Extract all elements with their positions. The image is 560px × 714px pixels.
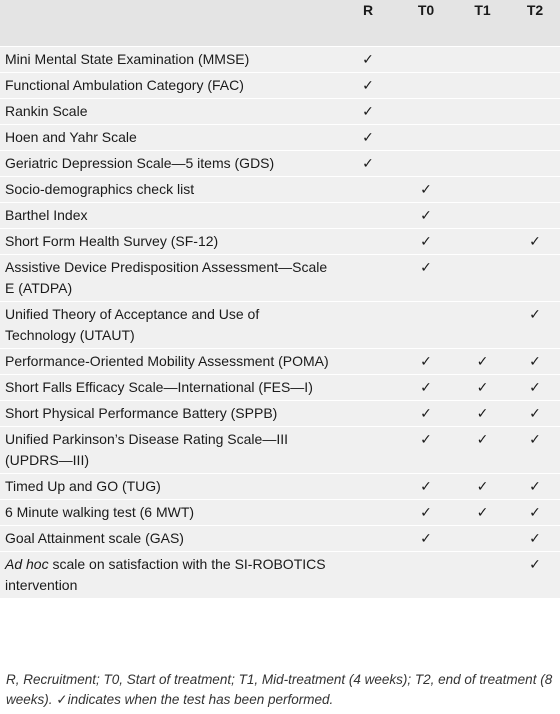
check-cell-r bbox=[339, 203, 397, 229]
table-row bbox=[0, 229, 560, 255]
measure-label: Timed Up and GO (TUG) bbox=[5, 478, 161, 494]
checkmark-icon: ✓ bbox=[529, 405, 541, 421]
check-cell-r bbox=[339, 47, 397, 73]
measure-label: Functional Ambulation Category (FAC) bbox=[5, 77, 244, 93]
check-cell-t0 bbox=[397, 552, 455, 599]
measure-label: Assistive Device Predisposition Assessment—Scale E (ATDPA) bbox=[5, 259, 328, 296]
measure-label-text: scale on satisfaction with the SI-ROBOTICS intervention bbox=[5, 556, 326, 593]
table-row bbox=[0, 151, 560, 177]
check-cell-r bbox=[339, 427, 397, 474]
check-cell-t2 bbox=[510, 229, 560, 255]
checkmark-icon: ✓ bbox=[362, 77, 374, 93]
check-cell-t2 bbox=[510, 375, 560, 401]
measure-label: Unified Theory of Acceptance and Use of Technology (UTAUT) bbox=[5, 306, 260, 343]
table-footnote: R, Recruitment; T0, Start of treatment; T1, Mid-treatment (4 weeks); T2, end of treatment (8 weeks). ✓indicates when the test has been performed. bbox=[6, 672, 553, 707]
check-cell-t2 bbox=[510, 474, 560, 500]
check-cell-t0 bbox=[397, 99, 455, 125]
check-cell-r bbox=[339, 500, 397, 526]
checkmark-icon: ✓ bbox=[529, 504, 541, 520]
checkmark-icon: ✓ bbox=[420, 353, 432, 369]
check-cell-t2 bbox=[510, 500, 560, 526]
checkmark-icon: ✓ bbox=[529, 478, 541, 494]
check-cell-t2 bbox=[510, 177, 560, 203]
check-cell-t0 bbox=[397, 401, 455, 427]
table-body bbox=[0, 47, 560, 599]
measure-label: Geriatric Depression Scale—5 items (GDS) bbox=[5, 155, 275, 171]
check-cell-r bbox=[339, 375, 397, 401]
check-cell-t1 bbox=[455, 552, 510, 599]
check-cell-t0 bbox=[397, 427, 455, 474]
column-header-measure bbox=[0, 0, 339, 47]
check-cell-t2 bbox=[510, 302, 560, 349]
check-cell-t0 bbox=[397, 177, 455, 203]
measure-label: Short Falls Efficacy Scale—International (FES—I) bbox=[5, 379, 313, 395]
column-header-t1: T1 bbox=[455, 0, 510, 47]
measure-label: Unified Parkinson’s Disease Rating Scale—III (UPDRS—III) bbox=[5, 431, 288, 468]
measure-label: Socio-demographics check list bbox=[5, 181, 195, 197]
measure-label: Short Form Health Survey (SF-12) bbox=[5, 233, 219, 249]
check-cell-r bbox=[339, 552, 397, 599]
check-cell-t2 bbox=[510, 73, 560, 99]
check-cell-r bbox=[339, 151, 397, 177]
measure-label: Barthel Index bbox=[5, 207, 88, 223]
table-row bbox=[0, 302, 560, 349]
check-cell-t0 bbox=[397, 500, 455, 526]
check-cell-t2 bbox=[510, 349, 560, 375]
checkmark-icon: ✓ bbox=[420, 379, 432, 395]
checkmark-icon: ✓ bbox=[362, 155, 374, 171]
checkmark-icon: ✓ bbox=[529, 556, 541, 572]
check-cell-r bbox=[339, 177, 397, 203]
table-row bbox=[0, 99, 560, 125]
checkmark-icon: ✓ bbox=[420, 478, 432, 494]
checkmark-icon: ✓ bbox=[529, 530, 541, 546]
measure-label bbox=[0, 552, 339, 599]
check-cell-r bbox=[339, 229, 397, 255]
check-cell-r bbox=[339, 302, 397, 349]
table-row bbox=[0, 375, 560, 401]
check-cell-r bbox=[339, 125, 397, 151]
checkmark-icon: ✓ bbox=[362, 129, 374, 145]
check-cell-r bbox=[339, 401, 397, 427]
check-cell-t0 bbox=[397, 526, 455, 552]
check-cell-r bbox=[339, 99, 397, 125]
column-header-t0: T0 bbox=[397, 0, 455, 47]
checkmark-icon: ✓ bbox=[529, 379, 541, 395]
column-header-r: R bbox=[339, 0, 397, 47]
measure-label-italic: Ad hoc bbox=[5, 556, 49, 572]
check-cell-t0 bbox=[397, 73, 455, 99]
check-cell-t0 bbox=[397, 151, 455, 177]
check-cell-t0 bbox=[397, 375, 455, 401]
checkmark-icon: ✓ bbox=[476, 405, 489, 421]
table-row bbox=[0, 47, 560, 73]
check-cell-t1 bbox=[455, 427, 510, 474]
checkmark-icon: ✓ bbox=[476, 353, 489, 369]
checkmark-icon: ✓ bbox=[420, 259, 432, 275]
measure-label: Mini Mental State Examination (MMSE) bbox=[5, 51, 250, 67]
check-cell-t0 bbox=[397, 47, 455, 73]
checkmark-icon: ✓ bbox=[362, 103, 374, 119]
check-cell-r bbox=[339, 349, 397, 375]
table-row bbox=[0, 401, 560, 427]
table-row bbox=[0, 203, 560, 229]
check-cell-t1 bbox=[455, 151, 510, 177]
check-cell-t1 bbox=[455, 349, 510, 375]
check-cell-t1 bbox=[455, 99, 510, 125]
measure-label: Hoen and Yahr Scale bbox=[5, 129, 137, 145]
check-cell-t2 bbox=[510, 99, 560, 125]
measure-label: Goal Attainment scale (GAS) bbox=[5, 530, 184, 546]
check-cell-t1 bbox=[455, 203, 510, 229]
check-cell-t2 bbox=[510, 526, 560, 552]
header-row bbox=[0, 0, 560, 47]
check-cell-t2 bbox=[510, 151, 560, 177]
checkmark-icon: ✓ bbox=[529, 306, 541, 322]
check-cell-t2 bbox=[510, 255, 560, 302]
check-cell-t1 bbox=[455, 375, 510, 401]
checkmark-icon: ✓ bbox=[529, 431, 541, 447]
measure-label: Short Physical Performance Battery (SPPB) bbox=[5, 405, 278, 421]
check-cell-t0 bbox=[397, 255, 455, 302]
table-row bbox=[0, 552, 560, 599]
check-cell-t1 bbox=[455, 73, 510, 99]
checkmark-icon: ✓ bbox=[476, 379, 489, 395]
check-cell-t1 bbox=[455, 177, 510, 203]
checkmark-icon: ✓ bbox=[529, 353, 541, 369]
checkmark-icon: ✓ bbox=[476, 431, 489, 447]
table-row bbox=[0, 349, 560, 375]
check-cell-t1 bbox=[455, 255, 510, 302]
column-header-t2: T2 bbox=[510, 0, 560, 47]
check-cell-t0 bbox=[397, 229, 455, 255]
checkmark-icon: ✓ bbox=[420, 207, 432, 223]
check-cell-t0 bbox=[397, 125, 455, 151]
table-row bbox=[0, 73, 560, 99]
table-row bbox=[0, 255, 560, 302]
checkmark-icon: ✓ bbox=[476, 504, 489, 520]
checkmark-icon: ✓ bbox=[420, 233, 432, 249]
check-cell-t0 bbox=[397, 203, 455, 229]
check-cell-t1 bbox=[455, 125, 510, 151]
check-cell-t2 bbox=[510, 203, 560, 229]
checkmark-icon: ✓ bbox=[420, 431, 432, 447]
check-cell-r bbox=[339, 474, 397, 500]
checkmark-icon: ✓ bbox=[362, 51, 374, 67]
check-cell-t2 bbox=[510, 125, 560, 151]
table-row bbox=[0, 177, 560, 203]
check-cell-t1 bbox=[455, 526, 510, 552]
check-cell-t0 bbox=[397, 474, 455, 500]
check-cell-t1 bbox=[455, 229, 510, 255]
checkmark-icon: ✓ bbox=[420, 181, 432, 197]
check-cell-t2 bbox=[510, 427, 560, 474]
check-cell-t2 bbox=[510, 552, 560, 599]
table-row bbox=[0, 125, 560, 151]
checkmark-icon: ✓ bbox=[420, 504, 432, 520]
check-cell-t0 bbox=[397, 349, 455, 375]
check-cell-t1 bbox=[455, 474, 510, 500]
check-cell-t1 bbox=[455, 302, 510, 349]
check-cell-r bbox=[339, 255, 397, 302]
measure-label: 6 Minute walking test (6 MWT) bbox=[5, 504, 195, 520]
checkmark-icon: ✓ bbox=[420, 405, 432, 421]
check-cell-t1 bbox=[455, 500, 510, 526]
check-cell-t0 bbox=[397, 302, 455, 349]
table-row bbox=[0, 500, 560, 526]
check-cell-t1 bbox=[455, 47, 510, 73]
table-row bbox=[0, 474, 560, 500]
checkmark-icon: ✓ bbox=[420, 530, 432, 546]
check-cell-r bbox=[339, 526, 397, 552]
checkmark-icon: ✓ bbox=[529, 233, 541, 249]
table-row bbox=[0, 427, 560, 474]
check-cell-r bbox=[339, 73, 397, 99]
check-cell-t2 bbox=[510, 47, 560, 73]
checkmark-icon: ✓ bbox=[476, 478, 489, 494]
measure-label: Performance-Oriented Mobility Assessment (POMA) bbox=[5, 353, 329, 369]
check-cell-t2 bbox=[510, 401, 560, 427]
check-cell-t1 bbox=[455, 401, 510, 427]
table-row bbox=[0, 526, 560, 552]
measure-label: Rankin Scale bbox=[5, 103, 88, 119]
